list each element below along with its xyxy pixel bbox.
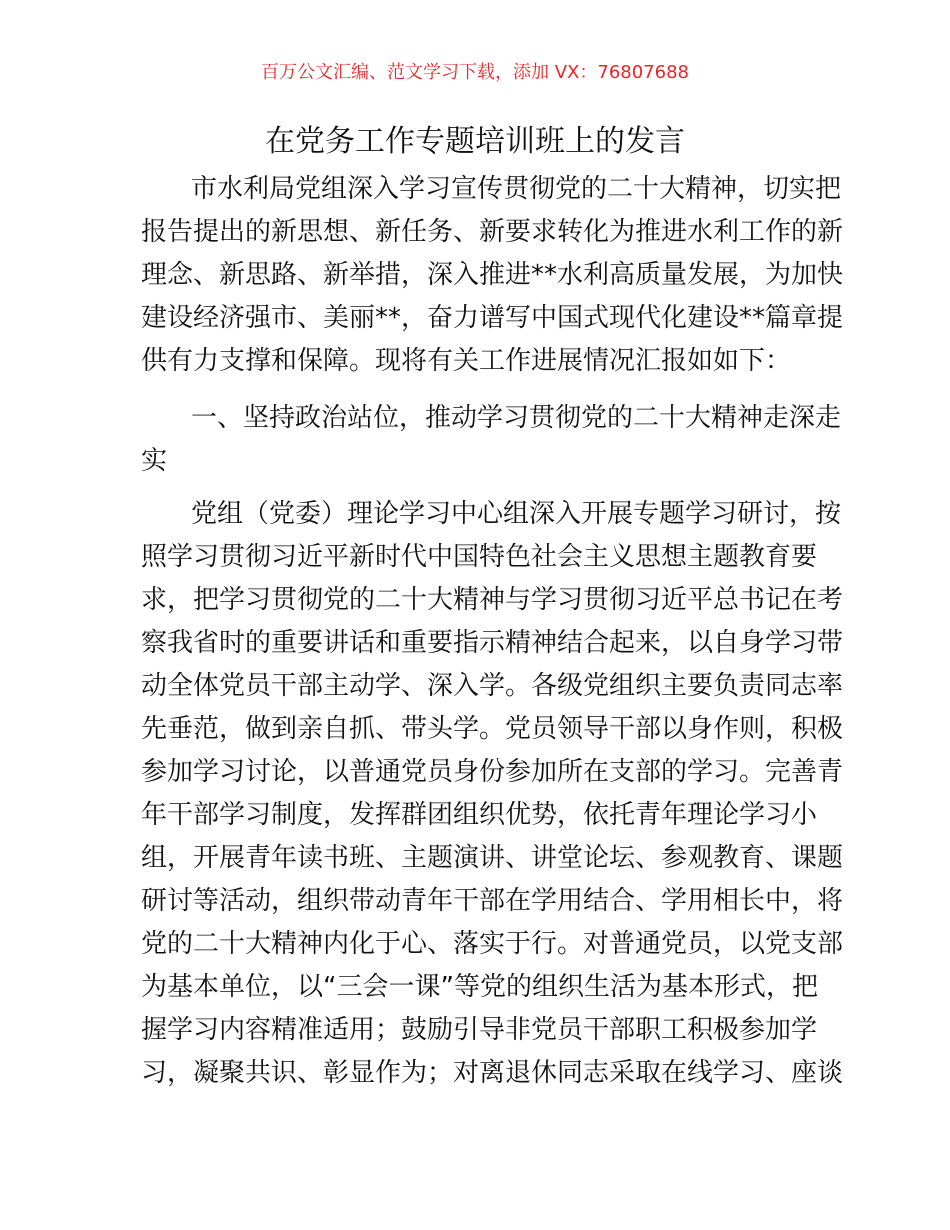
text-line: 照学习贯彻习近平新时代中国特色社会主义思想主题教育要 <box>141 542 818 572</box>
document-title: 在党务工作专题培训班上的发言 <box>265 124 685 159</box>
watermark-header: 百万公文汇编、范文学习下载，添加 VX：76807688 <box>261 62 689 83</box>
text-line: 实 <box>141 446 168 476</box>
text-line: 年干部学习制度，发挥群团组织优势，依托青年理论学习小 <box>141 800 818 830</box>
text-line: 握学习内容精准适用；鼓励引导非党员干部职工积极参加学 <box>141 1015 818 1045</box>
paragraph-intro <box>141 168 844 383</box>
text-line: 党组（党委）理论学习中心组深入开展专题学习研讨，按 <box>191 499 842 529</box>
text-line: 研讨等活动，组织带动青年干部在学用结合、学用相长中，将 <box>141 886 844 916</box>
text-line: 组，开展青年读书班、主题演讲、讲堂论坛、参观教育、课题 <box>141 843 844 873</box>
text-line: 参加学习讨论，以普通党员身份参加所在支部的学习。完善青 <box>141 757 844 787</box>
text-line: 理念、新思路、新举措，深入推进**水利高质量发展，为加快 <box>141 260 844 290</box>
text-line: 供有力支撑和保障。现将有关工作进展情况汇报如如下： <box>141 346 792 376</box>
section-heading-1 <box>141 397 842 483</box>
text-line: 建设经济强市、美丽**，奋力谱写中国式现代化建设**篇章提 <box>141 303 844 333</box>
text-line: 察我省时的重要讲话和重要指示精神结合起来，以自身学习带 <box>141 628 844 658</box>
text-line: 为基本单位，以“三会一课”等党的组织生活为基本形式，把 <box>141 972 818 1002</box>
text-line: 党的二十大精神内化于心、落实于行。对普通党员，以党支部 <box>141 929 844 959</box>
text-line: 市水利局党组深入学习宣传贯彻党的二十大精神，切实把 <box>191 174 842 204</box>
text-line: 求，把学习贯彻党的二十大精神与学习贯彻习近平总书记在考 <box>141 585 844 615</box>
text-line: 报告提出的新思想、新任务、新要求转化为推进水利工作的新 <box>141 217 844 247</box>
text-line: 动全体党员干部主动学、深入学。各级党组织主要负责同志率 <box>141 671 844 701</box>
text-line: 先垂范，做到亲自抓、带头学。党员领导干部以身作则，积极 <box>141 714 844 744</box>
paragraph-section-1 <box>141 493 844 1095</box>
text-line: 习，凝聚共识、彰显作为；对离退休同志采取在线学习、座谈 <box>141 1058 844 1088</box>
text-line: 一、坚持政治站位，推动学习贯彻党的二十大精神走深走 <box>191 403 842 433</box>
